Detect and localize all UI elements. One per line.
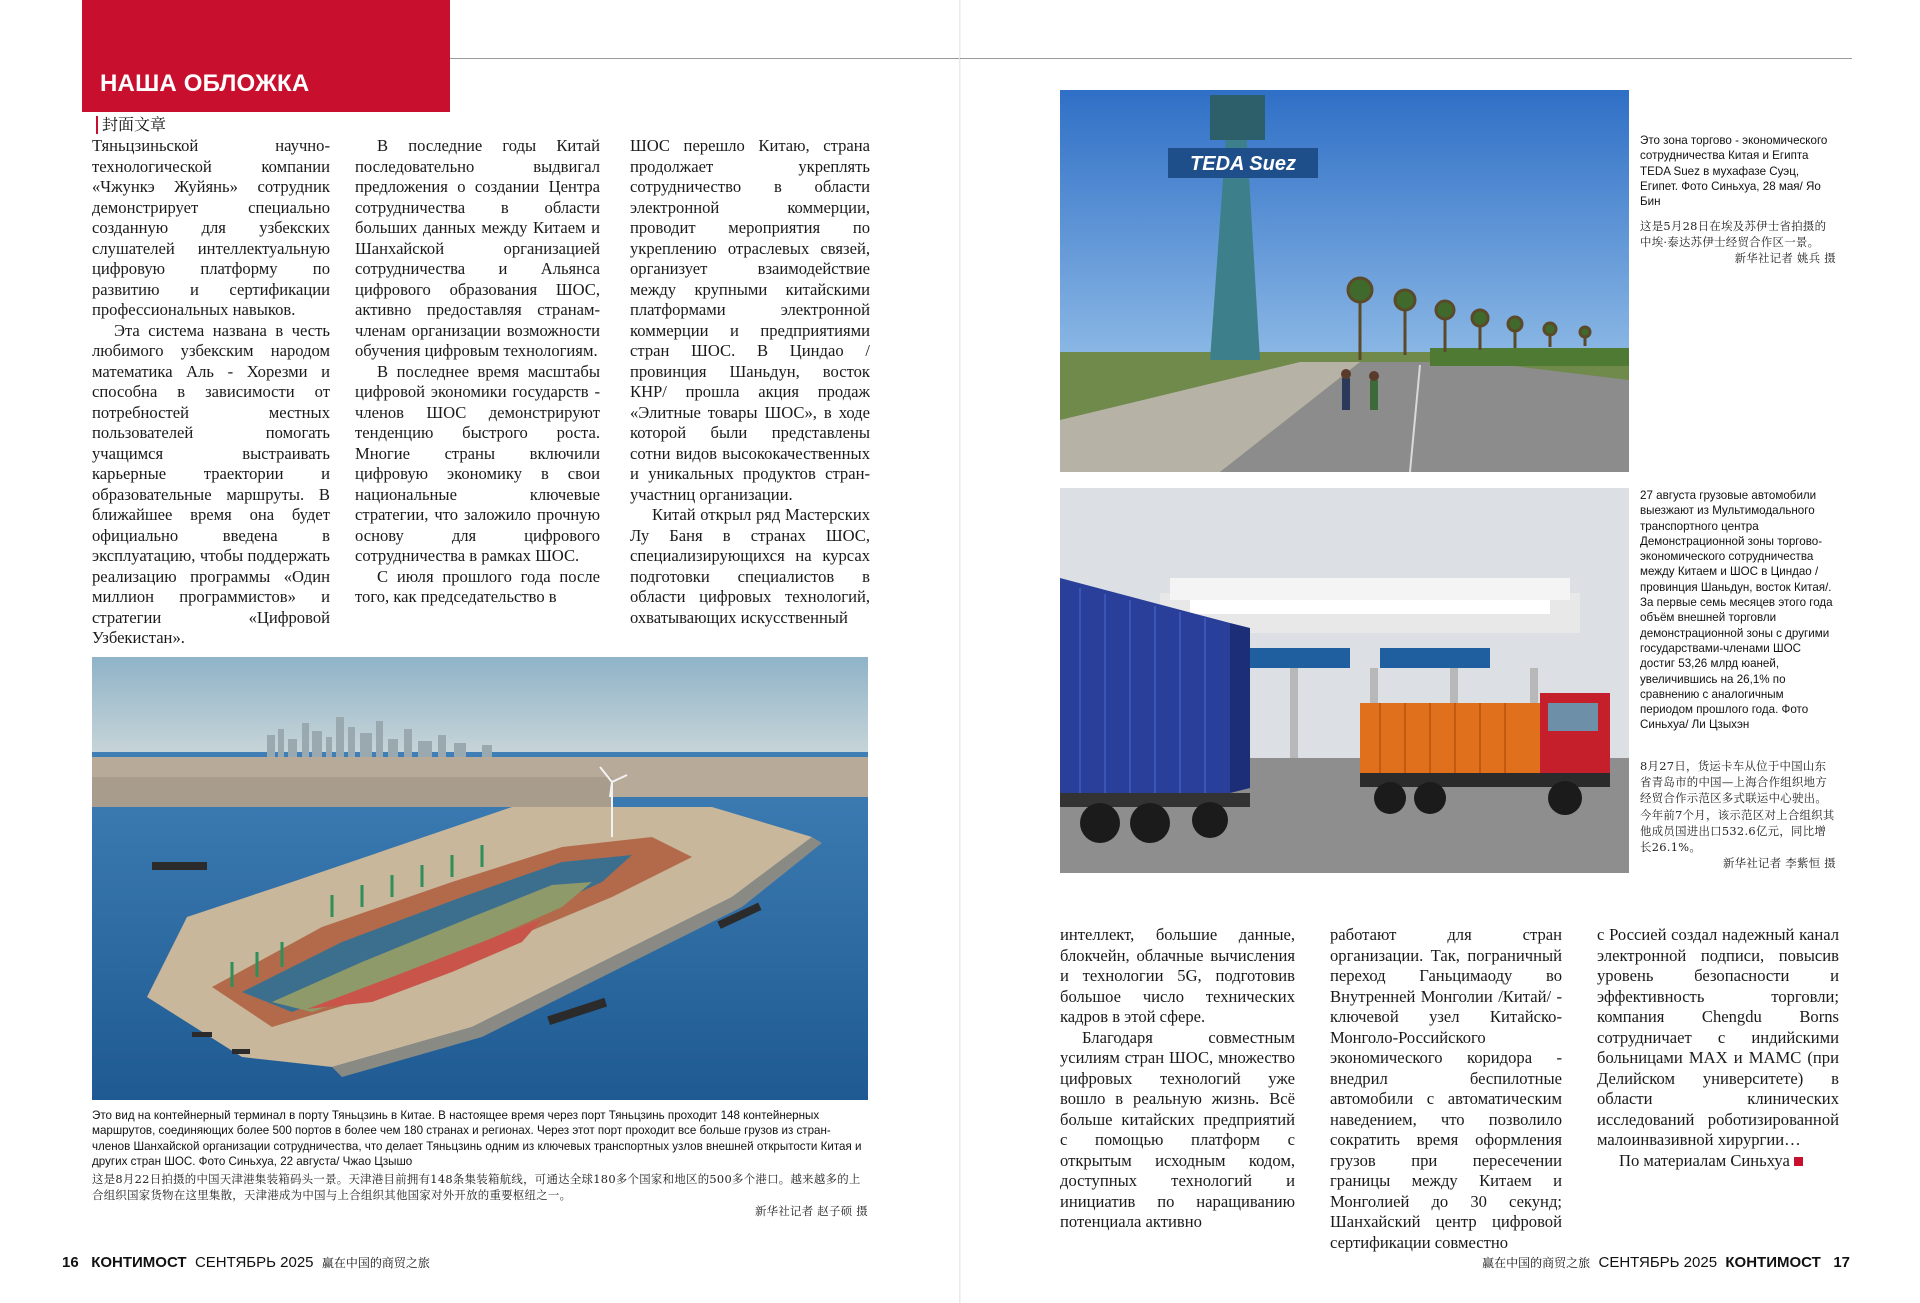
rubric-cn: 封面文章 bbox=[96, 116, 166, 134]
magazine-name: КОНТИМОСТ bbox=[1725, 1254, 1821, 1271]
truck-photo bbox=[1060, 488, 1629, 873]
paragraph: Благодаря совместным усилиям стран ШОС, множество цифровых технологий уже вошло в реальную жизнь. Всё больше китайских предприятий с помощью платформ с открытым исходным кодом, доступных технологий и инициатив по наращиванию потенциала активно bbox=[1060, 1027, 1295, 1231]
paragraph: В последнее время масштабы цифровой экономики государств - членов ШОС демонстрируют тенденцию быстрого роста. Многие страны включили цифровую экономику в свои национальные ключевые стратегии, что заложило прочную основу для цифрового сотрудничества в рамках ШОС. bbox=[355, 361, 600, 565]
paragraph: Эта система названа в честь любимого узбекским народом математика Аль - Хорезми и способна в зависимости от потребностей местных пользователей помогать учащимся выстраивать карьерные траектории и образовательные маршруты. В ближайшее время она будет официально введена в эксплуатацию, чтобы поддержать реализацию программы «Один миллион программистов» и стратегии «Цифровой Узбекистан». bbox=[92, 320, 330, 647]
right-page bbox=[960, 0, 1920, 1303]
teda-suez-image bbox=[1060, 90, 1629, 472]
teda-caption-cn bbox=[1640, 218, 1836, 267]
rubric-block bbox=[82, 0, 450, 112]
issue-date: СЕНТЯБРЬ 2025 bbox=[1598, 1254, 1718, 1271]
paragraph: С июля прошлого года после того, как председательство в bbox=[355, 566, 600, 606]
port-caption-cn-text: 这是8月22日拍摄的中国天津港集装箱码头一景。天津港目前拥有148条集装箱航线，可通达全球180多个国家和地区的500多个港口。越来越多的上合组织国家货物在这里集散，天津港成为中国与上合组织其他国家对外开放的重要枢纽之一。 bbox=[92, 1172, 861, 1203]
folio-tagline: 赢在中国的商贸之旅 bbox=[1482, 1256, 1591, 1270]
left-column-2 bbox=[355, 136, 600, 608]
paragraph: В последние годы Китай последовательно выдвигал предложения о создании Центра сотрудничества в области больших данных между Китаем и Шанхайской организацией сотрудничества и Альянса цифрового образования ШОС, активно предоставляя странам-членам организации возможности обучения цифровым технологиям. bbox=[355, 136, 600, 360]
port-aerial-image bbox=[92, 657, 868, 1100]
right-column-3 bbox=[1597, 925, 1839, 1171]
port-photo bbox=[92, 657, 868, 1100]
folio-right bbox=[1482, 1254, 1850, 1271]
truck-terminal-image bbox=[1060, 488, 1629, 873]
right-column-2 bbox=[1330, 925, 1562, 1253]
truck-caption-cn bbox=[1640, 758, 1836, 871]
paragraph: работают для стран организации. Так, пограничный переход Ганьцимаоду во Внутренней Монголии /Китай/ - ключевой узел Китайско-Монголо-Российского экономического коридора - внедрил беспилотные автомобили с автоматическим наведением, что позволило сократить время оформления грузов при пересечении границы между Китаем и Монголией до 30 секунд; Шанхайский центр цифровой сертификации совместно bbox=[1330, 925, 1562, 1252]
folio-left bbox=[62, 1254, 430, 1271]
source-note: По материалам Синьхуа bbox=[1619, 1150, 1790, 1170]
magazine-name: КОНТИМОСТ bbox=[91, 1254, 187, 1271]
teda-photo bbox=[1060, 90, 1629, 472]
truck-credit-cn: 新华社记者 李紫恒 摄 bbox=[1722, 856, 1836, 871]
paragraph: ШОС перешло Китаю, страна продолжает укреплять сотрудничество в области электронной коммерции, проводит мероприятия по укреплению отраслевых связей, организует взаимодействие между крупными китайскими платформами электронной коммерции и предприятиями стран ШОС. В Циндао /провинция Шаньдун, восток КНР/ прошла акция продаж «Элитные товары ШОС», в ходе которой были представлены сотни видов высококачественных и уникальных продуктов стран-участниц организации. bbox=[630, 136, 870, 504]
right-column-1 bbox=[1060, 925, 1295, 1233]
teda-caption: Это зона торгово - экономического сотрудничества Китая и Египта TEDA Suez в мухафазе Суэц, Египет. Фото Синьхуа, 28 мая/ Яо Бин bbox=[1640, 134, 1828, 209]
truck-caption: 27 августа грузовые автомобили выезжают из Мультимодального транспортного центра Демонстрационной зоны торгово-экономического сотрудничества между Китаем и ШОС в Циндао /провинция Шаньдун, восток Китая/. За первые семь месяцев этого года объём внешней торговли демонстрационной зоны с другими государствами-членами ШОС достиг 53,26 млрд юаней, увеличившись на 26,1% по сравнению с аналогичным периодом прошлого года. Фото Синьхуа/ Ли Цзыхэн bbox=[1640, 489, 1833, 732]
teda-caption-cn-text: 这是5月28日在埃及苏伊士省拍摄的中埃·泰达苏伊士经贸合作区一景。 bbox=[1640, 219, 1827, 250]
paragraph: интеллект, большие данные, блокчейн, облачные вычисления и технологии 5G, подготовив большое число технических кадров в этой сфере. bbox=[1060, 925, 1295, 1026]
teda-credit-cn: 新华社记者 姚兵 摄 bbox=[1734, 251, 1836, 266]
paragraph: с Россией создал надежный канал электронной подписи, повысив уровень безопасности и эффективность торговли; компания Chengdu Borns сотрудничает с индийскими больницами MAX и MAMC (при Делийском университете) в области клинических исследований роботизированной малоинвазивной хирургии… bbox=[1597, 925, 1839, 1149]
teda-sign-text: TEDA Suez bbox=[1190, 153, 1296, 175]
port-caption: Это вид на контейнерный терминал в порту Тяньцзинь в Китае. В настоящее время через порт Тяньцзинь проходит 148 контейнерных маршрутов, соединяющих более 500 портов в более чем 180 странах и регионах. Через этот порт проходит все больше грузов из стран-членов Шанхайской организации сотрудничества, что делает Тяньцзинь одним из ключевых транспортных узлов внешней открытости Китая и других стран ШОС. Фото Синьхуа, 22 августа/ Чжао Цзышо bbox=[92, 1109, 862, 1168]
truck-caption-cn-text: 8月27日，货运卡车从位于中国山东省青岛市的中国—上海合作组织地方经贸合作示范区多式联运中心驶出。今年前7个月，该示范区对上合组织其他成员国进出口532.6亿元，同比增长26.1%。 bbox=[1640, 759, 1835, 855]
sign-off bbox=[1597, 1151, 1839, 1172]
rubric-title: НАША ОБЛОЖКА bbox=[100, 70, 310, 97]
paragraph: Китай открыл ряд Мастерских Лу Баня в странах ШОС, специализирующихся на курсах подготовки специалистов в области цифровых технологий, охватывающих искусственный bbox=[630, 505, 870, 627]
left-column-3 bbox=[630, 136, 870, 628]
issue-date: СЕНТЯБРЬ 2025 bbox=[194, 1254, 314, 1271]
paragraph: Тяньцзиньской научно-технологической компании «Чжункэ Жуйянь» сотрудник демонстрирует специально созданную для узбекских слушателей интеллектуальную цифровую платформу по развитию и сертификации профессиональных навыков. bbox=[92, 136, 330, 319]
header-rule bbox=[450, 58, 960, 59]
header-rule bbox=[960, 58, 1852, 59]
page-number: 17 bbox=[1833, 1254, 1850, 1271]
left-column-1 bbox=[92, 136, 330, 649]
end-mark-icon bbox=[1794, 1157, 1803, 1166]
page-number: 16 bbox=[62, 1254, 79, 1271]
folio-tagline: 赢在中国的商贸之旅 bbox=[321, 1256, 430, 1270]
port-caption-cn bbox=[92, 1171, 868, 1220]
port-credit-cn: 新华社记者 赵子硕 摄 bbox=[754, 1204, 868, 1219]
